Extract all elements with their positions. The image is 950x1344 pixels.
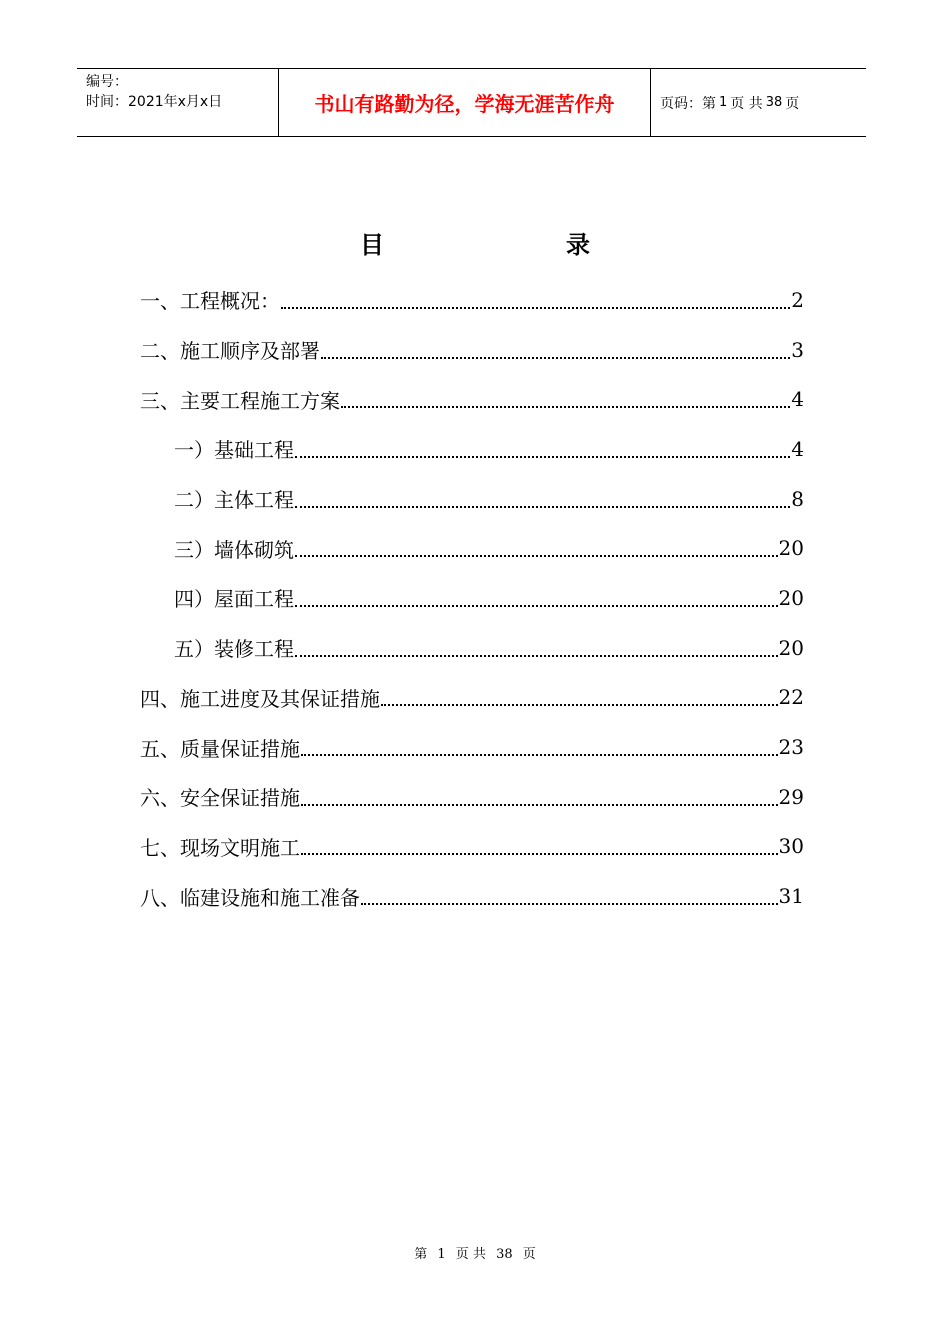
toc-entry-text: 七、现场文明施工 [140,835,300,860]
toc-subentry[interactable] [140,474,804,524]
page-footer [0,1243,950,1262]
toc-entry-text: 三）墙体砌筑 [174,537,294,562]
toc-entry[interactable] [140,325,804,375]
table-of-contents [140,275,804,921]
toc-entry-page: 20 [778,635,804,660]
toc-entry-text: 八、临建设施和施工准备 [140,885,360,910]
footer-page-total: 38 [496,1247,513,1262]
header-motto: 书山有路勤为径，学海无涯苦作舟 [279,69,651,136]
toc-entry-page: 22 [778,685,804,710]
header-page-total: 38 [765,95,783,110]
toc-entry-page: 4 [791,436,804,461]
toc-entry[interactable] [140,673,804,723]
toc-title-left: 目 [360,230,384,259]
toc-dot-leader [281,307,790,309]
toc-dot-leader [341,406,790,408]
header-page-mid: 页 共 [730,95,763,112]
toc-entry[interactable] [140,822,804,872]
toc-dot-leader [301,853,778,855]
toc-entry-page: 31 [778,884,804,909]
toc-entry-text: 四）屋面工程 [174,587,294,612]
toc-entry-page: 29 [778,784,804,809]
toc-entry[interactable] [140,275,804,325]
toc-dot-leader [295,506,790,508]
toc-subentry[interactable] [140,573,804,623]
header-meta-cell [77,69,279,136]
header-page-suffix: 页 [785,95,800,112]
toc-entry-page: 20 [778,585,804,610]
toc-subentry[interactable] [140,623,804,673]
toc-entry-page: 8 [791,486,804,511]
toc-dot-leader [381,704,778,706]
footer-page-current: 1 [437,1247,446,1262]
toc-title [360,225,590,259]
header-page-number [651,69,866,136]
toc-entry-page: 3 [791,337,804,362]
toc-entry[interactable] [140,374,804,424]
toc-dot-leader [295,456,790,458]
toc-entry-text: 五）装修工程 [174,637,294,662]
toc-entry-text: 一、工程概况： [140,289,280,314]
toc-entry-text: 一）基础工程 [174,438,294,463]
footer-prefix: 第 [414,1247,428,1262]
toc-entry-text: 二）主体工程 [174,488,294,513]
toc-entry-page: 2 [791,287,804,312]
toc-entry-text: 五、质量保证措施 [140,736,300,761]
toc-entry[interactable] [140,722,804,772]
header-page-prefix: 页码：第 [660,95,716,112]
toc-entry-text: 四、施工进度及其保证措施 [140,686,380,711]
date-label: 时间：2021年x月x日 [86,94,223,110]
serial-number-label: 编号： [86,74,128,90]
toc-dot-leader [301,804,778,806]
toc-subentry[interactable] [140,424,804,474]
toc-dot-leader [361,903,778,905]
toc-dot-leader [295,655,778,657]
toc-title-right: 录 [566,230,590,259]
toc-entry-text: 六、安全保证措施 [140,786,300,811]
toc-dot-leader [295,555,778,557]
toc-entry-page: 4 [791,387,804,412]
toc-entry-page: 23 [778,735,804,760]
toc-entry[interactable] [140,772,804,822]
toc-dot-leader [295,605,778,607]
document-header [77,68,866,137]
toc-subentry[interactable] [140,523,804,573]
toc-entry[interactable] [140,871,804,921]
toc-entry-text: 三、主要工程施工方案 [140,388,340,413]
toc-entry-page: 30 [778,834,804,859]
toc-entry-text: 二、施工顺序及部署 [140,339,320,364]
toc-entry-page: 20 [778,536,804,561]
toc-dot-leader [321,357,790,359]
footer-suffix: 页 [522,1247,536,1262]
header-page-current: 1 [719,95,728,110]
toc-dot-leader [301,754,778,756]
footer-mid: 页 共 [455,1247,486,1262]
